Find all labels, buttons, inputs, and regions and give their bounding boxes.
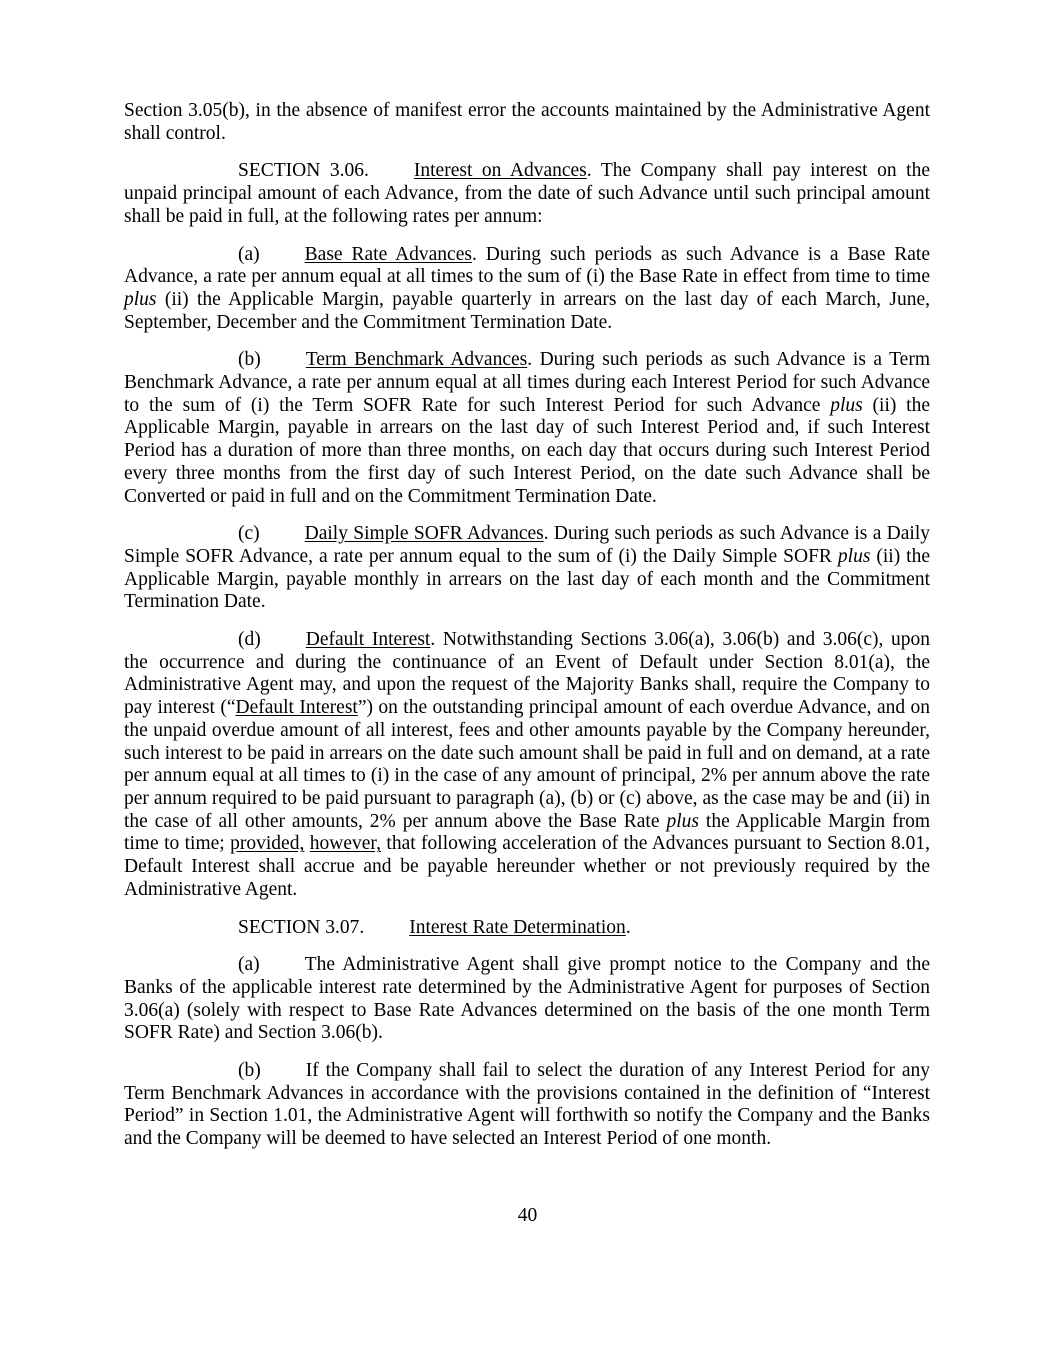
text-run: Interest on Advances [413,160,587,182]
text-run: plus [666,810,699,832]
page-number: 40 [517,1205,538,1226]
text-run: ”) on the outstanding principal amount of each overdue Advance, and on the unpaid overdue amount of all interest, fees and other amounts payable by the Company hereunder, such interest to be paid in arrears on the date such amount shall be paid in full and on demand, at a rate per annum equal at all times to (i) in the case of any amount of principal, 2% per annum above the rate per annum required to be paid pursuant to paragraph (a), (b) or (c) above, as the case may be and (ii) in the case of all other amounts, 2% per annum above the Base Rate [124,697,930,832]
tab-space [260,259,305,260]
paragraph-3-05-continuation [124,100,930,145]
paragraph-3-06-a-base-rate-advances [124,244,930,335]
text-run: (b) [238,1060,261,1082]
text-run: (ii) the Applicable Margin, payable quarterly in arrears on the last day of each March, June, September, December and the Commitment Termination Date. [124,288,930,333]
text-run: . During such periods as such Advance is a Daily Simple SOFR Advance, a rate per annum equal to the sum of (i) the Daily Simple SOFR [124,523,930,567]
text-run: (c) [238,523,260,545]
text-run: (ii) the Applicable Margin, payable in arrears on the last day of such Interest Period and, if such Interest Period has a duration of more than three months, on each day that occurs during such Interest Period every three months from the first day of such Interest Period, on the date such Advance shall be Converted or paid in full and on the Commitment Termination Date. [124,394,930,507]
paragraph-3-06-d-default-interest [124,629,930,901]
tab-space [261,364,306,365]
text-run: SECTION 3.06. [238,160,369,182]
text-run: Daily Simple SOFR Advances [304,523,544,545]
text-run: Section 3.05(b), in the absence of manifest error the accounts maintained by the Administrative Agent shall control. [124,100,930,144]
text-run: plus [124,288,157,310]
text-run: Default Interest [235,697,358,719]
text-run: Default Interest [305,629,431,651]
text-run: (ii) the Applicable Margin, payable monthly in arrears on the last day of each month and the Commitment Termination Date. [124,545,930,613]
text-run: plus [830,394,863,416]
text-run: . During such periods as such Advance is a Base Rate Advance, a rate per annum equal at all times to the sum of (i) the Base Rate in effect from time to time [124,243,931,288]
text-run: (d) [238,629,261,651]
text-run: . Notwithstanding Sections 3.06(a), 3.06(b) and 3.06(c), upon the occurrence and during the continuance of an Event of Default under Section 8.01(a), the Administrative Agent may, and upon the request of the Majority Banks shall, require the Company to pay interest (“ [124,629,930,719]
text-run: provided, [230,833,305,855]
section-3-07-heading-paragraph [124,917,930,940]
tab-space [260,969,305,970]
tab-space [260,538,305,539]
document-body [124,100,930,1166]
text-run: Base Rate Advances [304,243,472,265]
paragraph-3-06-c-daily-simple-sofr-advances [124,523,930,614]
tab-space [261,1075,306,1076]
text-run: . The Company shall pay interest on the unpaid principal amount of each Advance, from the date of such Advance until such principal amount shall be paid in full, at the following rates per annum: [124,160,930,227]
text-run: (a) [238,954,260,976]
paragraph-3-07-a [124,954,930,1045]
text-run: plus [837,545,871,567]
text-run: Term Benchmark Advances [305,349,528,371]
paragraph-3-07-b [124,1060,930,1151]
text-run: Interest Rate Determination [409,916,626,938]
tab-space [369,175,414,176]
section-3-06-heading-paragraph [124,160,930,228]
tab-space [364,932,409,933]
text-run: . [625,916,631,938]
text-run: the Applicable Margin from time to time; [124,810,930,855]
text-run: (b) [238,349,261,371]
text-run: (a) [238,243,260,265]
text-run: however, [309,833,381,855]
text-run: If the Company shall fail to select the duration of any Interest Period for any Term Benchmark Advances in accordance with the provisions contained in the definition of “Interest Period” in Section 1.01, the Administrative Agent will forthwith so notify the Company and the Banks and the Company will be deemed to have selected an Interest Period of one month. [124,1060,930,1150]
text-run: . During such periods as such Advance is a Term Benchmark Advance, a rate per annum equal at all times during each Interest Period for such Advance to the sum of (i) the Term SOFR Rate for such Interest Period for such Advance [124,349,931,416]
text-run: The Administrative Agent shall give prompt notice to the Company and the Banks of the applicable interest rate determined by the Administrative Agent for purposes of Section 3.06(a) (solely with respect to Base Rate Advances determined on the basis of the one month Term SOFR Rate) and Section 3.06(b). [124,954,930,1044]
text-run: that following acceleration of the Advances pursuant to Section 8.01, Default Interest shall accrue and be payable hereunder whether or not previously required by the Administrative Agent. [124,833,931,900]
tab-space [261,644,306,645]
paragraph-3-06-b-term-benchmark-advances [124,349,930,508]
text-run: SECTION 3.07. [238,916,365,938]
